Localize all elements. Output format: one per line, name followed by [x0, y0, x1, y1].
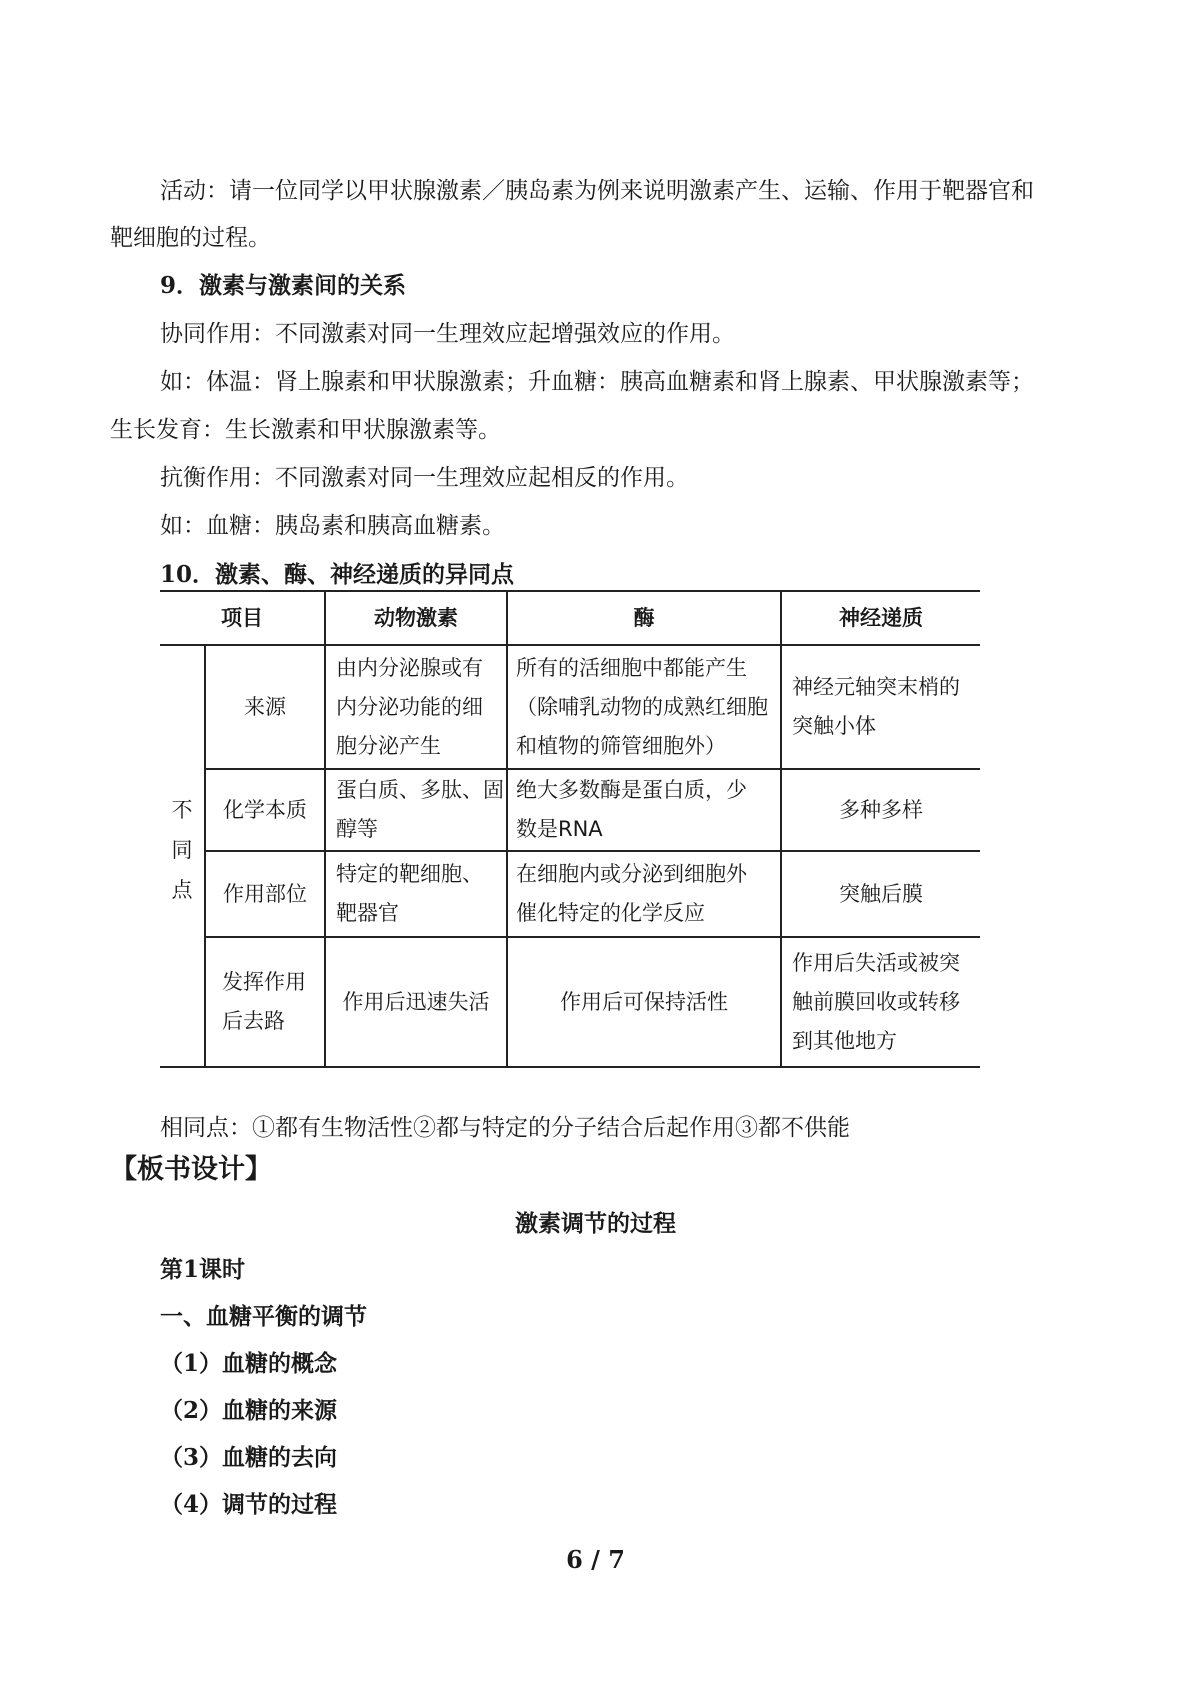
activity-line-2: 靶细胞的过程。	[110, 225, 271, 251]
cell-line: 到其他地方	[792, 1028, 897, 1053]
comparison-table	[160, 590, 980, 1068]
same-points: 相同点：①都有生物活性②都与特定的分子结合后起作用③都不供能	[160, 1115, 850, 1141]
cell-line: 触前膜回收或转移	[792, 989, 960, 1014]
cell-line: 在细胞内或分泌到细胞外	[516, 862, 747, 886]
lesson-label: 第1课时	[160, 1256, 246, 1283]
row-nature-hormone	[336, 770, 506, 850]
cell-line: 数是RNA	[516, 817, 603, 841]
row-site-transmitter: 突触后膜	[839, 881, 923, 906]
row-fate-label	[222, 938, 324, 1066]
cell-line: 特定的靶细胞、	[336, 862, 483, 886]
antagonism-example: 如：血糖：胰岛素和胰高血糖素。	[160, 513, 505, 539]
group-char: 不	[171, 798, 193, 822]
row-site-label: 作用部位	[223, 881, 307, 906]
row-fate-transmitter	[792, 938, 980, 1066]
activity-line-1: 活动：请一位同学以甲状腺激素／胰岛素为例来说明激素产生、运输、作用于靶器官和	[160, 178, 1034, 204]
board-item: （4）调节的过程	[160, 1491, 338, 1518]
row-nature-enzyme	[516, 770, 780, 850]
board-item: （1）血糖的概念	[160, 1350, 338, 1377]
table-bottom-rule	[160, 1066, 980, 1068]
synergy-definition: 协同作用：不同激素对同一生理效应起增强效应的作用。	[160, 321, 735, 347]
row-source-hormone	[336, 646, 506, 768]
cell-line: 作用后失活或被突	[792, 950, 960, 975]
cell-line: 醇等	[336, 817, 378, 841]
row-source-label: 来源	[244, 694, 286, 719]
row-nature-transmitter: 多种多样	[839, 797, 923, 822]
cell-line: 和植物的筛管细胞外）	[516, 733, 726, 758]
cell-line: 绝大多数酶是蛋白质，少	[516, 778, 747, 802]
cell-line: 催化特定的化学反应	[516, 901, 705, 925]
synergy-example-1: 如：体温：肾上腺素和甲状腺激素；升血糖：胰高血糖素和肾上腺素、甲状腺激素等；	[160, 369, 1034, 395]
cell-line: 所有的活细胞中都能产生	[516, 655, 747, 680]
cell-line: 发挥作用	[222, 970, 306, 994]
board-section-title: 一、血糖平衡的调节	[160, 1303, 367, 1330]
row-source-enzyme	[516, 646, 780, 768]
row-source-transmitter	[792, 646, 980, 768]
cell-line: 突触小体	[792, 714, 876, 738]
cell-line: 靶器官	[336, 901, 399, 925]
row-fate-enzyme: 作用后可保持活性	[560, 989, 728, 1014]
cell-line: 由内分泌腺或有	[336, 655, 483, 680]
cell-line: 胞分泌产生	[336, 733, 441, 758]
section-9-title: 9．激素与激素间的关系	[160, 272, 407, 299]
cell-line: 蛋白质、多肽、固	[336, 778, 504, 802]
synergy-example-2: 生长发育：生长激素和甲状腺激素等。	[110, 417, 501, 443]
row-site-enzyme	[516, 852, 780, 936]
cell-line: 内分泌功能的细	[336, 694, 483, 719]
board-item: （2）血糖的来源	[160, 1397, 338, 1424]
section-10-title: 10．激素、酶、神经递质的异同点	[160, 561, 515, 588]
cell-line: 神经元轴突末梢的	[792, 675, 960, 699]
group-label-differences	[167, 790, 197, 910]
header-hormone: 动物激素	[374, 605, 458, 630]
cell-line: 后去路	[222, 1009, 285, 1033]
board-item: （3）血糖的去向	[160, 1444, 338, 1471]
board-title: 激素调节的过程	[515, 1210, 676, 1237]
row-nature-label: 化学本质	[223, 797, 307, 822]
row-site-hormone	[336, 852, 506, 936]
antagonism-definition: 抗衡作用：不同激素对同一生理效应起相反的作用。	[160, 465, 689, 491]
row-fate-hormone: 作用后迅速失活	[342, 989, 490, 1014]
header-item: 项目	[221, 605, 263, 630]
header-enzyme: 酶	[633, 605, 655, 630]
group-char: 同	[171, 838, 193, 862]
header-neurotransmitter: 神经递质	[839, 605, 923, 630]
page-number: 6 / 7	[566, 1545, 625, 1574]
board-design-heading: 【板书设计】	[110, 1154, 272, 1185]
cell-line: （除哺乳动物的成熟红细胞	[516, 694, 768, 719]
group-char: 点	[171, 878, 193, 902]
